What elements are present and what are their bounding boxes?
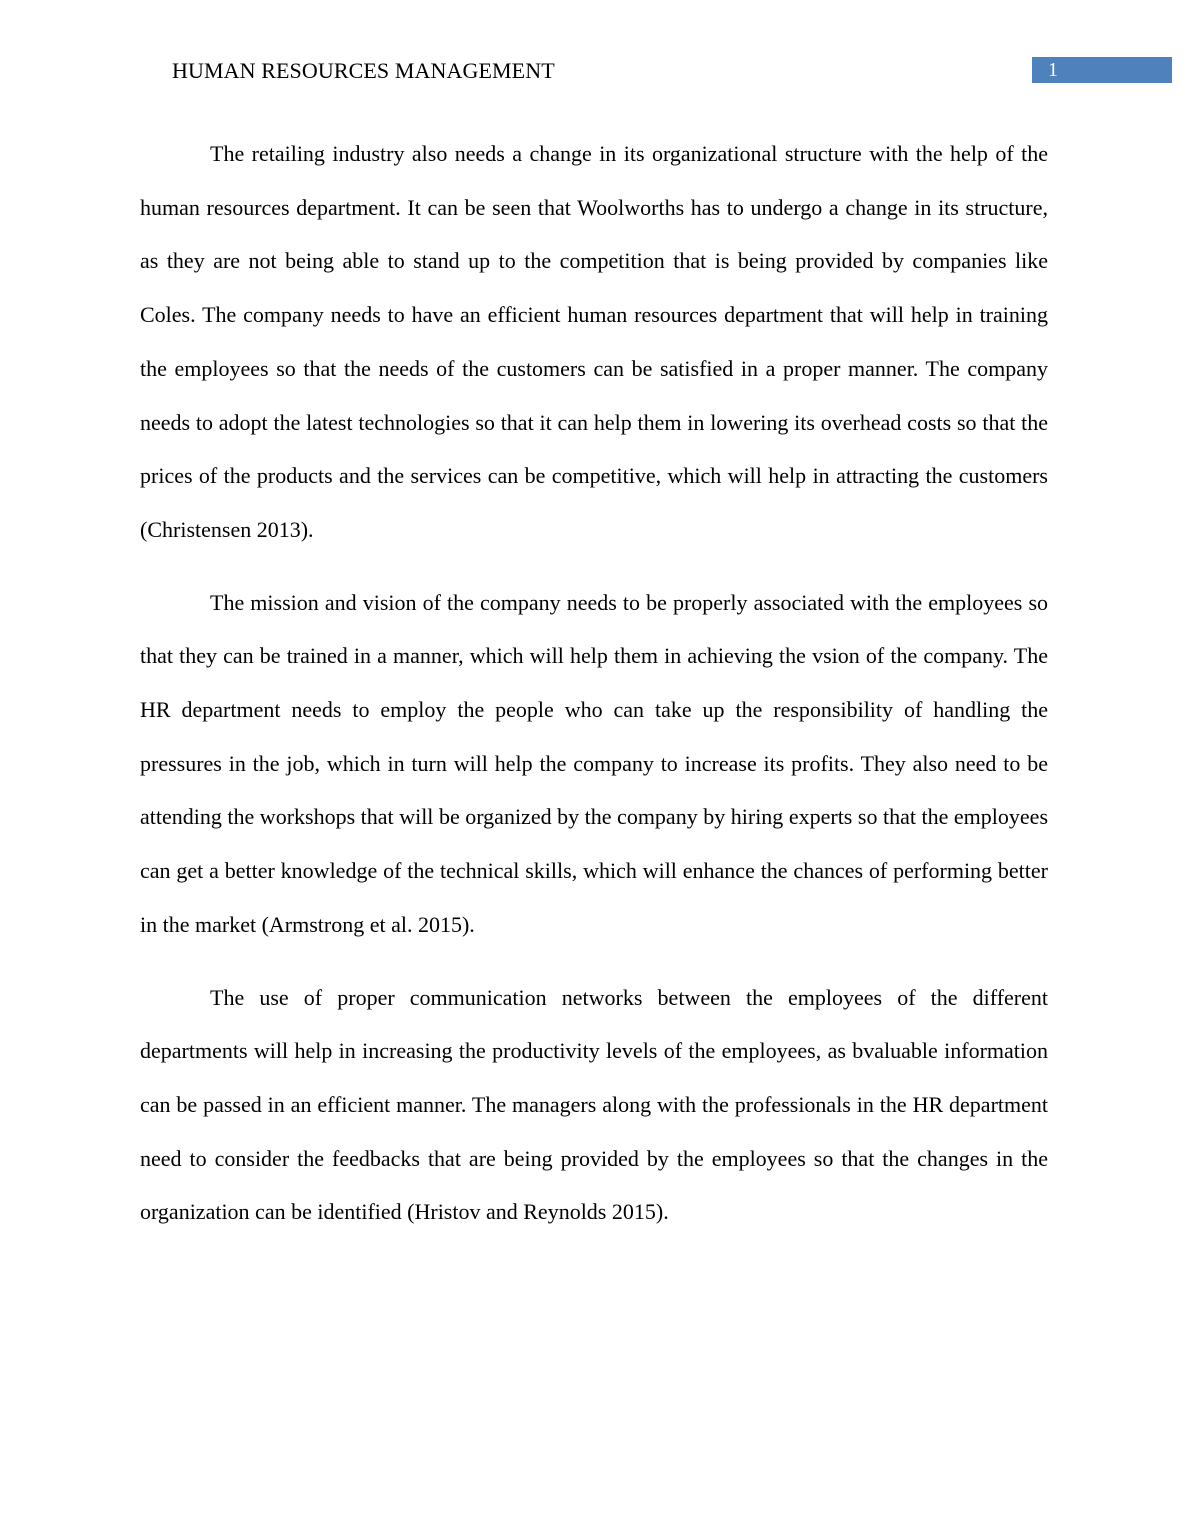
running-head: HUMAN RESOURCES MANAGEMENT: [172, 58, 555, 83]
page-number: 1: [1048, 59, 1058, 81]
paragraph-3: The use of proper communication networks between the employees of the different departments will help in increasing the productivity levels of the employees, as bvaluable information can be passed in an efficient manner. The managers along with the professionals in the HR department need to consider the feedbacks that are being provided by the employees so that the changes in the organization can be identified (Hristov and Reynolds 2015).: [140, 984, 1048, 1225]
page-number-box: [1032, 57, 1172, 83]
paragraph-1: The retailing industry also needs a change in its organizational structure with the help of the human resources department. It can be seen that Woolworths has to undergo a change in its structure, as they are not being able to stand up to the competition that is being provided by companies like Coles. The company needs to have an efficient human resources department that will help in training the employees so that the needs of the customers can be satisfied in a proper manner. The company needs to adopt the latest technologies so that it can help them in lowering its overhead costs so that the prices of the products and the services can be competitive, which will help in attracting the customers (Christensen 2013).: [140, 141, 1048, 542]
paragraph-2: The mission and vision of the company needs to be properly associated with the employees so that they can be trained in a manner, which will help them in achieving the vsion of the company. The HR department needs to employ the people who can take up the responsibility of handling the pressures in the job, which in turn will help the company to increase its profits. They also need to be attending the workshops that will be organized by the company by hiring experts so that the employees can get a better knowledge of the technical skills, which will enhance the chances of performing better in the market (Armstrong et al. 2015).: [140, 589, 1048, 937]
body-text: [140, 127, 1048, 1258]
